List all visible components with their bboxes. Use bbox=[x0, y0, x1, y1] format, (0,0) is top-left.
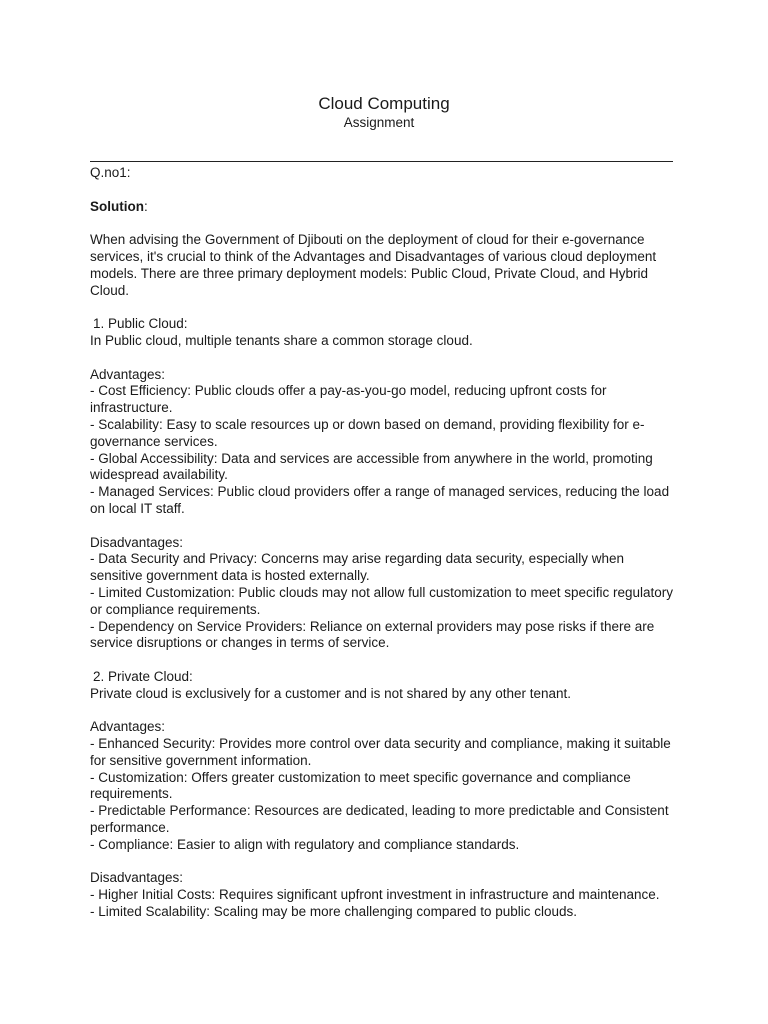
list-item: - Limited Scalability: Scaling may be more challenging compared to public clouds. bbox=[90, 904, 577, 920]
list-item: - Higher Initial Costs: Requires significant upfront investment in infrastructure and maintenance. bbox=[90, 887, 660, 903]
document-title: Cloud Computing bbox=[318, 94, 450, 113]
horizontal-rule bbox=[90, 161, 673, 162]
list-item: - Cost Efficiency: Public clouds offer a pay-as-you-go model, reducing upfront costs for infrastructure. bbox=[90, 383, 607, 416]
solution-heading bbox=[90, 199, 675, 216]
list-item: - Limited Customization: Public clouds may not allow full customization to meet specific regulatory or compliance requirements. bbox=[90, 584, 673, 617]
solution-colon: : bbox=[144, 198, 148, 214]
list-item: - Scalability: Easy to scale resources up or down based on demand, providing flexibility for e-governance services. bbox=[90, 416, 645, 449]
public-cloud-definition: In Public cloud, multiple tenants share a common storage cloud. bbox=[90, 332, 473, 348]
public-cloud-heading: 1. Public Cloud: bbox=[93, 316, 188, 332]
public-cloud-disadvantages-label: Disadvantages: bbox=[90, 534, 184, 550]
list-item: - Customization: Offers greater customization to meet specific governance and compliance requirements. bbox=[90, 769, 631, 802]
list-item: - Data Security and Privacy: Concerns may arise regarding data security, especially when sensitive government data is hosted externally. bbox=[90, 551, 624, 584]
list-item: - Predictable Performance: Resources are dedicated, leading to more predictable and Consistent performance. bbox=[90, 803, 669, 836]
public-cloud-advantages-label: Advantages: bbox=[90, 366, 166, 382]
private-cloud-definition: Private cloud is exclusively for a customer and is not shared by any other tenant. bbox=[90, 685, 571, 701]
list-item: - Enhanced Security: Provides more control over data security and compliance, making it suitable for sensitive government information. bbox=[90, 736, 671, 768]
list-item: - Managed Services: Public cloud providers offer a range of managed services, reducing the load on local IT staff. bbox=[90, 484, 670, 516]
private-cloud-advantages-label: Advantages: bbox=[90, 719, 166, 735]
document-body bbox=[90, 165, 675, 921]
solution-label: Solution bbox=[90, 198, 144, 214]
intro-paragraph: When advising the Government of Djibouti on the deployment of cloud for their e-governance services, it's crucial to think of the Advantages and Disadvantages of various cloud deployment models. There are three primary deployment models: Public Cloud, Private Cloud, and Hybrid Cloud. bbox=[90, 232, 657, 298]
private-cloud-heading: 2. Private Cloud: bbox=[93, 668, 193, 684]
question-label: Q.no1: bbox=[90, 165, 131, 180]
list-item: - Compliance: Easier to align with regulatory and compliance standards. bbox=[90, 836, 520, 852]
list-item: - Dependency on Service Providers: Reliance on external providers may pose risks if there are service disruptions or changes in terms of service. bbox=[90, 618, 655, 651]
document-subtitle: Assignment bbox=[343, 115, 415, 130]
private-cloud-disadvantages-label: Disadvantages: bbox=[90, 870, 184, 886]
list-item: - Global Accessibility: Data and services are accessible from anywhere in the world, promoting widespread availability. bbox=[90, 450, 653, 483]
